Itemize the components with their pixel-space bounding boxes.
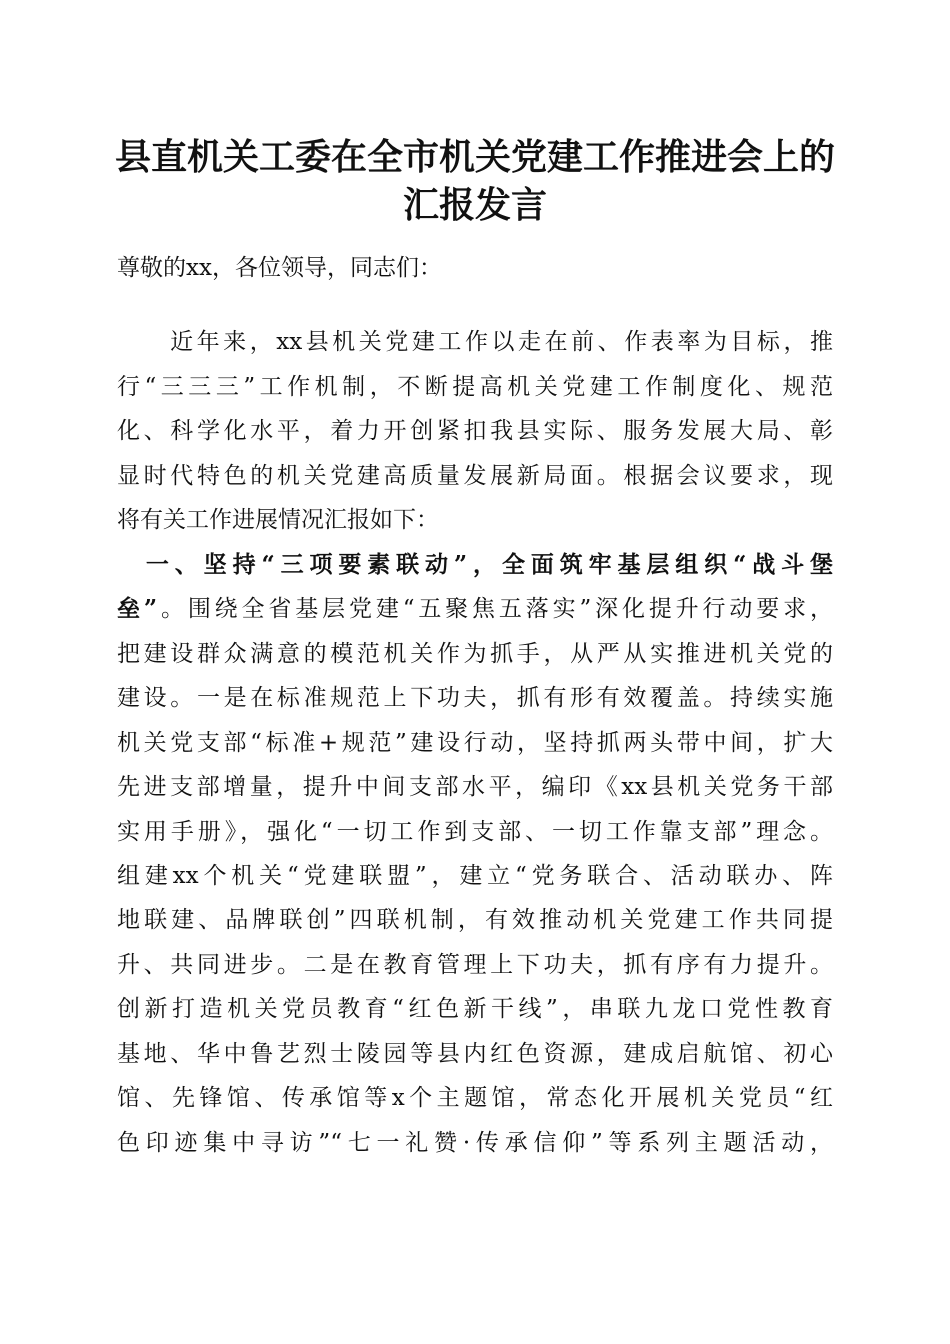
bold-heading-text: 一、坚持“三项要素联动”，全面筑牢基层组织“战斗堡 [117, 551, 833, 578]
body-text-line [117, 461, 833, 491]
text-segment: 将有关工作进展情况汇报如下： [117, 507, 439, 533]
text-segment: 建设。一是在标准规范上下功夫，抓有形有效覆盖。持续实施 [117, 685, 833, 711]
text-segment: 实用手册》，强化“一切工作到支部、一切工作靠支部”理念。 [117, 819, 833, 845]
text-segment: 显时代特色的机关党建高质量发展新局面。根据会议要求，现 [117, 463, 833, 489]
body-text-line [117, 817, 833, 847]
text-segment: 升、共同进步。二是在教育管理上下功夫，抓有序有力提升。 [117, 952, 833, 978]
body-text-line [117, 728, 833, 758]
body-text-line [117, 1039, 833, 1069]
body-text-line [117, 683, 833, 713]
text-segment: 组建xx个机关“党建联盟”，建立“党务联合、活动联办、阵 [117, 863, 833, 889]
body-text-line [117, 594, 833, 624]
document-title-line-1: 县直机关工委在全市机关党建工作推进会上的 [114, 136, 835, 178]
section-heading [117, 550, 833, 580]
body-text-line [117, 253, 833, 283]
body-text-line [117, 772, 833, 802]
body-text-line [117, 994, 833, 1024]
text-segment: 把建设群众满意的模范机关作为抓手，从严从实推进机关党的 [117, 641, 833, 667]
text-segment: 尊敬的xx，各位领导，同志们： [117, 255, 442, 281]
text-segment: 地联建、品牌联创”四联机制，有效推动机关党建工作共同提 [117, 907, 833, 933]
text-segment: 近年来，xx县机关党建工作以走在前、作表率为目标，推 [117, 329, 833, 355]
body-text-line [117, 1083, 833, 1113]
text-segment: 馆、先锋馆、传承馆等x个主题馆，常态化开展机关党员“红 [117, 1085, 833, 1111]
text-segment: 。围绕全省基层党建“五聚焦五落实”深化提升行动要求， [157, 596, 833, 622]
body-text-line [117, 505, 833, 535]
body-text-line [117, 372, 833, 402]
text-segment: 行“三三三”工作机制，不断提高机关党建工作制度化、规范 [117, 374, 833, 400]
body-text-line [117, 416, 833, 446]
body-text-line [117, 950, 833, 980]
text-segment: 化、科学化水平，着力开创紧扣我县实际、服务发展大局、彰 [117, 418, 833, 444]
body-text-line [117, 1128, 833, 1158]
text-segment: 基地、华中鲁艺烈士陵园等县内红色资源，建成启航馆、初心 [117, 1041, 833, 1067]
document-title-line-2: 汇报发言 [402, 184, 547, 226]
body-text-line [117, 905, 833, 935]
body-text-line [117, 861, 833, 891]
text-segment: 机关党支部“标准+规范”建设行动，坚持抓两头带中间，扩大 [117, 730, 833, 756]
body-text-line [117, 639, 833, 669]
text-segment: 先进支部增量，提升中间支部水平，编印《xx县机关党务干部 [117, 774, 833, 800]
bold-heading-text: 垒” [117, 595, 158, 622]
body-text-line [117, 327, 833, 357]
text-segment: 创新打造机关党员教育“红色新干线”，串联九龙口党性教育 [117, 996, 833, 1022]
text-segment: 色印迹集中寻访”“七一礼赞·传承信仰”等系列主题活动， [117, 1130, 833, 1156]
